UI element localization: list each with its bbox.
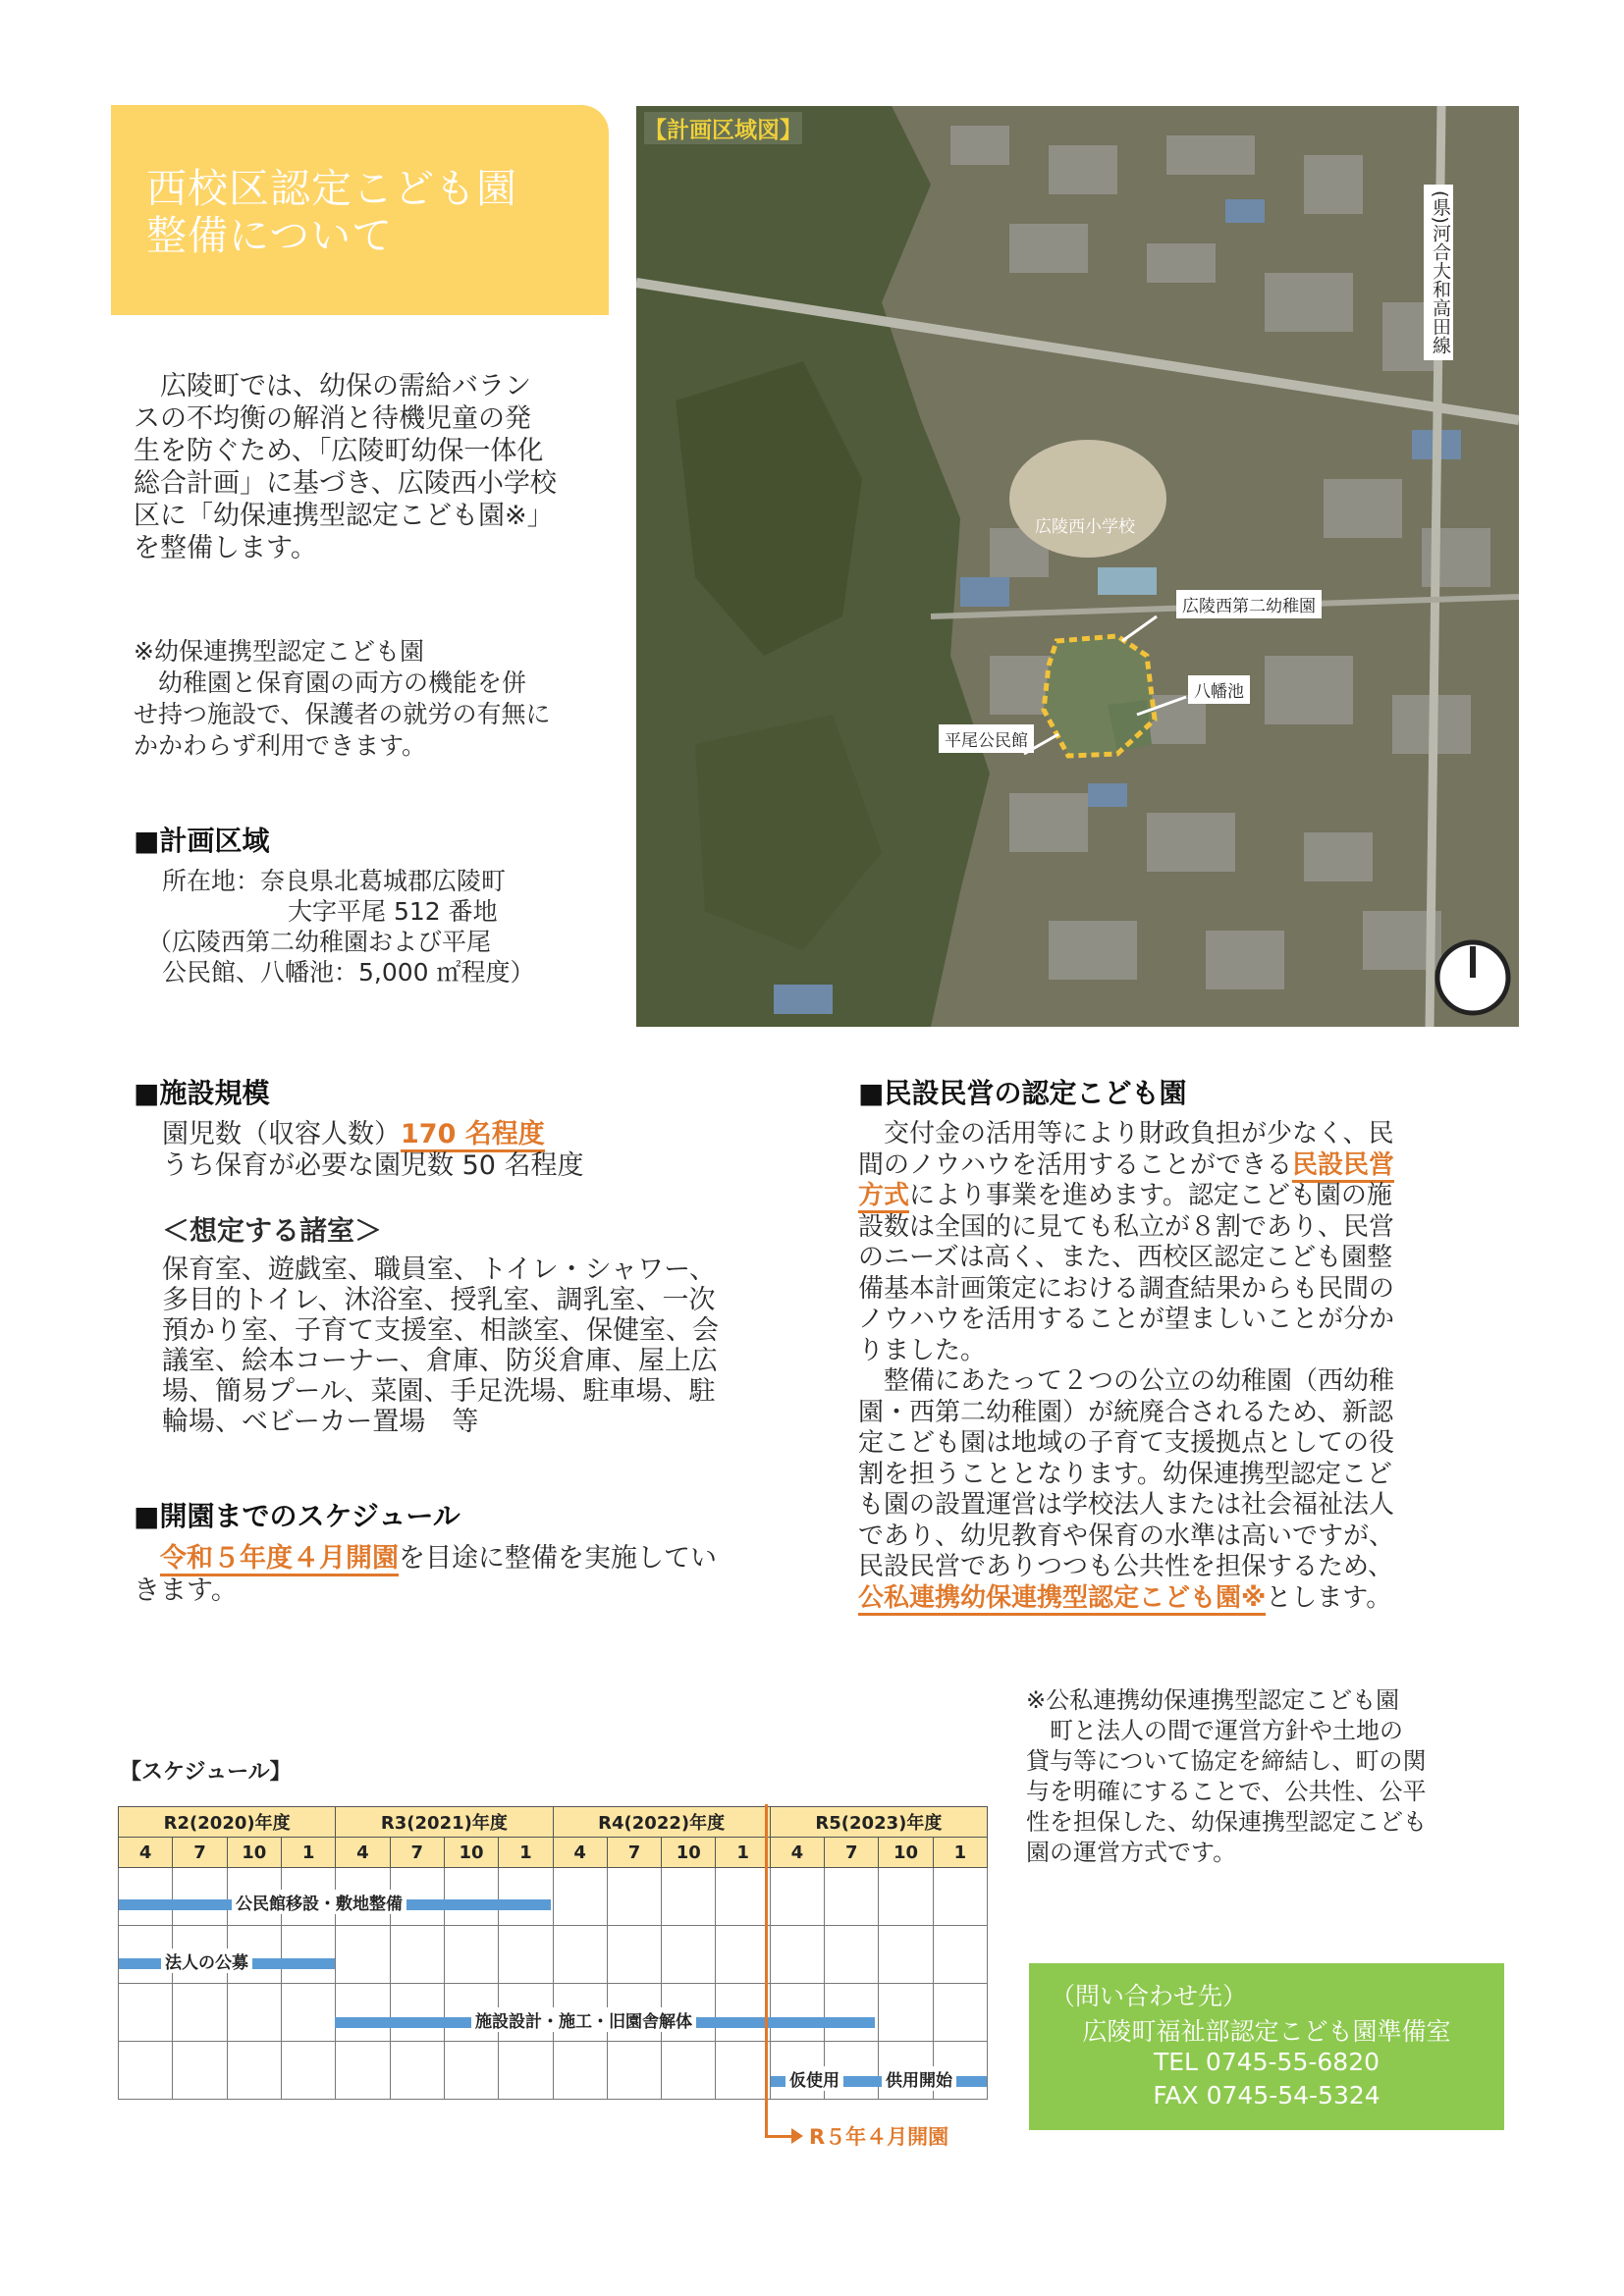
month-cell: 4	[770, 1838, 824, 1868]
page-title-line2: 整備について	[146, 212, 394, 259]
task-label: 供用開始	[882, 2066, 956, 2091]
private-text: 交付金の活用等により財政負担が少なく、民 間のノウハウを活用することができる民設民営 方式により事業を進めます。認定こども園の施 設数は全国的に見ても私立が８割であり、民営 のニーズは高く、また、西校区認定こども園整 備基本計画策定における調査結果からも民間の ノウハウを活用することが望ましいことが分か りました。 整備にあたって２つの公立の幼稚園（西幼稚 園・西第二幼稚園）が統廃合されるため、新認 定こども園は地域の子育て支援拠点としての役 割を担うこととなります。幼保連携型認定こど も園の設置運営は学校法人または社会福祉法人 であり、幼児教育や保育の水準は高いですが、 民設民営でありつつも公共性を担保するため、 公私連携幼保連携型認定こども園※とします。	[858, 1119, 1506, 1614]
hall-label: 平尾公民館	[939, 724, 1034, 753]
road-label: (県)河合大和高田線	[1424, 185, 1453, 360]
opening-date: 令和５年度４月開園	[160, 1543, 399, 1576]
milestone-label: R５年４月開園	[809, 2125, 949, 2149]
task-label: 法人の公募	[161, 1949, 252, 1973]
task-label: 仮使用	[785, 2066, 843, 2091]
kindergarten-label: 広陵西第二幼稚園	[1176, 590, 1322, 618]
month-cell: 7	[390, 1838, 444, 1868]
intro-text: 広陵町では、幼保の需給バラン スの不均衡の解消と待機児童の発 生を防ぐため、「広陵町幼保一体化 総合計画」に基づき、広陵西小学校 区に「幼保連携型認定こども園※」 を整備します。	[134, 371, 557, 563]
plan-area-heading: ■計画区域	[134, 825, 270, 857]
year-cell: R4(2022)年度	[553, 1807, 770, 1838]
plan-area-address: 所在地：奈良県北葛城郡広陵町 大字平尾 512 番地 （広陵西第二幼稚園および平尾 公民館、八幡池：5,000 ㎡程度）	[147, 867, 535, 987]
definition-note: ※幼保連携型認定こども園 幼稚園と保育園の両方の機能を併 せ持つ施設で、保護者の就労の有無に かかわらず利用できます。	[134, 637, 551, 760]
title-box	[111, 105, 609, 315]
milestone-line	[765, 1804, 768, 2138]
year-cell: R5(2023)年度	[770, 1807, 987, 1838]
contact-tel: TEL 0745-55-6820	[1153, 2048, 1380, 2076]
operation-note: ※公私連携幼保連携型認定こども園 町と法人の間で運営方針や土地の 貸与等について協定を締結し、町の関 与を明確にすることで、公共性、公平 性を担保した、幼保連携型認定こども 園の運営方式です。	[1026, 1686, 1427, 1866]
plan-area-map	[636, 106, 1519, 1027]
month-cell: 10	[227, 1838, 281, 1868]
capacity-value: 170 名程度	[401, 1119, 545, 1152]
month-cell: 1	[499, 1838, 553, 1868]
task-label: 施設設計・施工・旧園舎解体	[471, 2007, 696, 2032]
schedule-title: 【スケジュール】	[120, 1760, 292, 1785]
contact-org: 広陵町福祉部認定こども園準備室	[1082, 2017, 1451, 2046]
milestone-arrow-line	[765, 2135, 794, 2138]
month-cell: 7	[825, 1838, 879, 1868]
month-cell: 7	[607, 1838, 661, 1868]
month-cell: 10	[662, 1838, 716, 1868]
month-cell: 10	[444, 1838, 498, 1868]
task-label: 公民館移設・敷地整備	[232, 1890, 406, 1914]
year-cell: R3(2021)年度	[336, 1807, 553, 1838]
milestone-arrow-icon	[791, 2128, 803, 2144]
facility-heading: ■施設規模	[134, 1077, 270, 1109]
pond-label: 八幡池	[1188, 675, 1250, 704]
rooms-list: 保育室、遊戯室、職員室、トイレ・シャワー、 多目的トイレ、沐浴室、授乳室、調乳室、一次 預かり室、子育て支援室、相談室、保健室、会 議室、絵本コーナー、倉庫、防災倉庫、屋上広 場、簡易プール、菜園、手足洗場、駐車場、駐 輪場、ベビーカー置場 等	[162, 1255, 719, 1437]
page-title-line1: 西校区認定こども園	[146, 165, 517, 212]
school-label: 広陵西小学校	[1035, 517, 1135, 537]
year-cell: R2(2020)年度	[119, 1807, 336, 1838]
month-cell: 4	[119, 1838, 173, 1868]
month-cell: 1	[933, 1838, 987, 1868]
facility-capacity: 園児数（収容人数）170 名程度 うち保育が必要な園児数 50 名程度	[162, 1119, 584, 1181]
map-title: 【計画区域図】	[644, 112, 802, 144]
rooms-heading: ＜想定する諸室＞	[162, 1214, 383, 1247]
opening-text: 令和５年度４月開園を目途に整備を実施してい きます。	[134, 1543, 717, 1606]
private-heading: ■民設民営の認定こども園	[858, 1077, 1187, 1109]
month-cell: 4	[336, 1838, 390, 1868]
contact-label: （問い合わせ先）	[1051, 1982, 1248, 2010]
month-cell: 4	[553, 1838, 607, 1868]
contact-box	[1029, 1963, 1504, 2130]
month-cell: 7	[173, 1838, 227, 1868]
month-cell: 1	[281, 1838, 335, 1868]
month-cell: 1	[716, 1838, 770, 1868]
opening-heading: ■開園までのスケジュール	[134, 1500, 460, 1532]
contact-fax: FAX 0745-54-5324	[1153, 2081, 1380, 2109]
month-cell: 10	[879, 1838, 933, 1868]
